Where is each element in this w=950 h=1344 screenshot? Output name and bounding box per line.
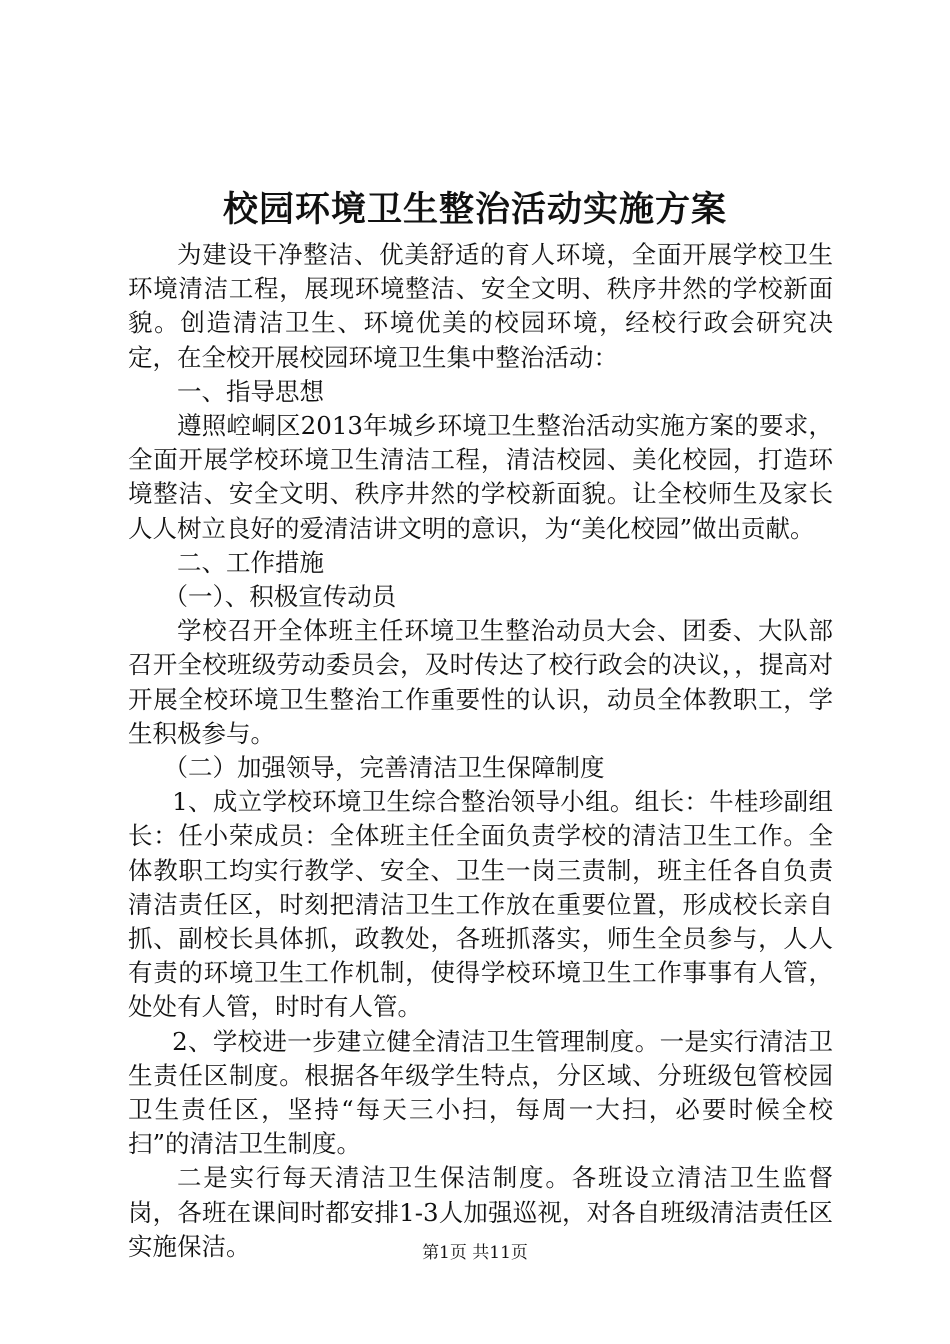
page-footer: 第1页 共11页 bbox=[422, 1243, 528, 1263]
leadership-paragraph-1: 1、成立学校环境卫生综合整治领导小组。组长：牛桂珍副组长：任小荣成员：全体班主任全面负责学校的清洁卫生工作。全体教职工均实行教学、安全、卫生一岗三责制，班主任各自负责清洁责任区，时刻把清洁卫生工作放在重要位置，形成校长亲自抓、副校长具体抓，政教处，各班抓落实，师生全员参与，人人有责的环境卫生工作机制，使得学校环境卫生工作事事有人管，处处有人管，时时有人管。 bbox=[128, 787, 833, 1022]
leadership-paragraph-2: 2、学校进一步建立健全清洁卫生管理制度。一是实行清洁卫生责任区制度。根据各年级学生特点，分区域、分班级包管校园卫生责任区，坚持“每天三小扫，每周一大扫，必要时候全校扫”的清洁卫生制度。 bbox=[128, 1026, 833, 1159]
cleaning-system-paragraph: 二是实行每天清洁卫生保洁制度。各班设立清洁卫生监督岗，各班在课间时都安排1-3人加强巡视，对各自班级清洁责任区实施保洁。 bbox=[128, 1163, 833, 1261]
section-heading-work-measures: 二、工作措施 bbox=[177, 547, 324, 577]
subsection-heading-leadership: （二）加强领导，完善清洁卫生保障制度 bbox=[163, 753, 605, 783]
document-body bbox=[128, 238, 833, 1264]
intro-paragraph: 为建设干净整洁、优美舒适的育人环境，全面开展学校卫生环境清洁工程，展现环境整洁、安全文明、秩序井然的学校新面貌。创造清洁卫生、环境优美的校园环境，经校行政会研究决定，在全校开展校园环境卫生集中整治活动： bbox=[128, 240, 833, 372]
subsection-heading-publicity: （一）、积极宣传动员 bbox=[163, 582, 397, 612]
document-title: 校园环境卫生整治活动实施方案 bbox=[222, 189, 727, 230]
publicity-paragraph: 学校召开全体班主任环境卫生整治动员大会、团委、大队部召开全校班级劳动委员会，及时传达了校行政会的决议，，提高对开展全校环境卫生整治工作重要性的认识，动员全体教职工，学生积极参与。 bbox=[128, 616, 833, 748]
guiding-thought-paragraph: 遵照崆峒区2013年城乡环境卫生整治活动实施方案的要求，全面开展学校环境卫生清洁工程，清洁校园、美化校园，打造环境整洁、安全文明、秩序井然的学校新面貌。让全校师生及家长人人树立良好的爱清洁讲文明的意识，为“美化校园”做出贡献。 bbox=[128, 411, 833, 543]
section-heading-guiding-thought: 一、指导思想 bbox=[177, 376, 324, 406]
